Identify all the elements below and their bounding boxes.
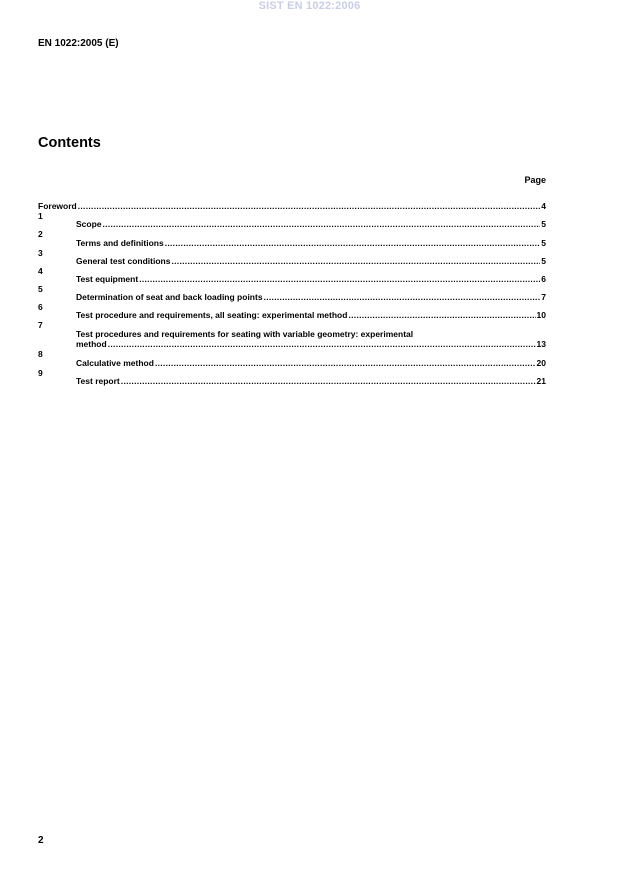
toc-entry-7[interactable] bbox=[38, 320, 546, 349]
toc-entry-number: 9 bbox=[38, 367, 43, 378]
toc-entry-page: 6 bbox=[541, 273, 546, 284]
toc-entry-page: 4 bbox=[541, 201, 546, 212]
dot-leader bbox=[108, 339, 536, 349]
toc-entry-page: 5 bbox=[541, 219, 546, 230]
toc-entry-5[interactable] bbox=[38, 284, 546, 302]
toc-entry-page: 7 bbox=[541, 292, 546, 303]
dot-leader bbox=[103, 219, 541, 229]
toc-entry-title-line2: method bbox=[76, 339, 107, 350]
toc-entry-foreword[interactable] bbox=[38, 193, 546, 211]
dot-leader bbox=[264, 292, 541, 302]
toc-entry-title: General test conditions bbox=[76, 255, 171, 266]
dot-leader bbox=[139, 274, 540, 284]
toc-entry-4[interactable] bbox=[38, 266, 546, 284]
toc-entry-number: 6 bbox=[38, 302, 43, 313]
toc-entry-title: Foreword bbox=[38, 201, 77, 212]
toc-entry-title: Scope bbox=[76, 219, 102, 230]
toc-entry-title: Terms and definitions bbox=[76, 237, 164, 248]
toc-entry-page: 10 bbox=[536, 310, 546, 321]
toc-entry-page: 5 bbox=[541, 237, 546, 248]
document-id: EN 1022:2005 (E) bbox=[38, 38, 119, 49]
toc-entry-title: Test equipment bbox=[76, 273, 139, 284]
dot-leader bbox=[165, 238, 541, 248]
toc-entry-title-line1: Test procedures and requirements for seating with variable geometry: experimental bbox=[76, 329, 414, 340]
toc-entry-3[interactable] bbox=[38, 248, 546, 266]
toc-entry-page: 13 bbox=[536, 339, 546, 350]
toc-entry-number: 8 bbox=[38, 349, 43, 360]
toc-entry-1[interactable] bbox=[38, 211, 546, 229]
toc-entry-number: 3 bbox=[38, 247, 43, 258]
toc-entry-title: Test procedure and requirements, all seating: experimental method bbox=[76, 310, 348, 321]
toc-entry-number: 7 bbox=[38, 320, 43, 331]
toc-entry-page: 5 bbox=[541, 255, 546, 266]
toc-entry-number: 5 bbox=[38, 283, 43, 294]
table-of-contents bbox=[38, 193, 546, 386]
toc-entry-title: Determination of seat and back loading points bbox=[76, 292, 263, 303]
toc-entry-9[interactable] bbox=[38, 368, 546, 386]
page-number: 2 bbox=[38, 835, 44, 846]
toc-entry-2[interactable] bbox=[38, 229, 546, 247]
toc-entry-title: Test report bbox=[76, 375, 120, 386]
dot-leader bbox=[121, 376, 536, 386]
dot-leader bbox=[348, 310, 535, 320]
page-column-label: Page bbox=[524, 175, 546, 185]
watermark: SIST EN 1022:2006 bbox=[258, 0, 361, 12]
toc-entry-8[interactable] bbox=[38, 349, 546, 367]
toc-entry-page: 20 bbox=[536, 357, 546, 368]
toc-entry-number: 4 bbox=[38, 265, 43, 276]
dot-leader bbox=[78, 201, 541, 211]
toc-entry-page: 21 bbox=[536, 375, 546, 386]
toc-entry-number: 2 bbox=[38, 229, 43, 240]
dot-leader bbox=[171, 256, 540, 266]
toc-entry-number: 1 bbox=[38, 211, 43, 222]
toc-entry-6[interactable] bbox=[38, 302, 546, 320]
dot-leader bbox=[155, 358, 536, 368]
contents-heading: Contents bbox=[38, 135, 101, 151]
toc-entry-title: Calculative method bbox=[76, 357, 154, 368]
